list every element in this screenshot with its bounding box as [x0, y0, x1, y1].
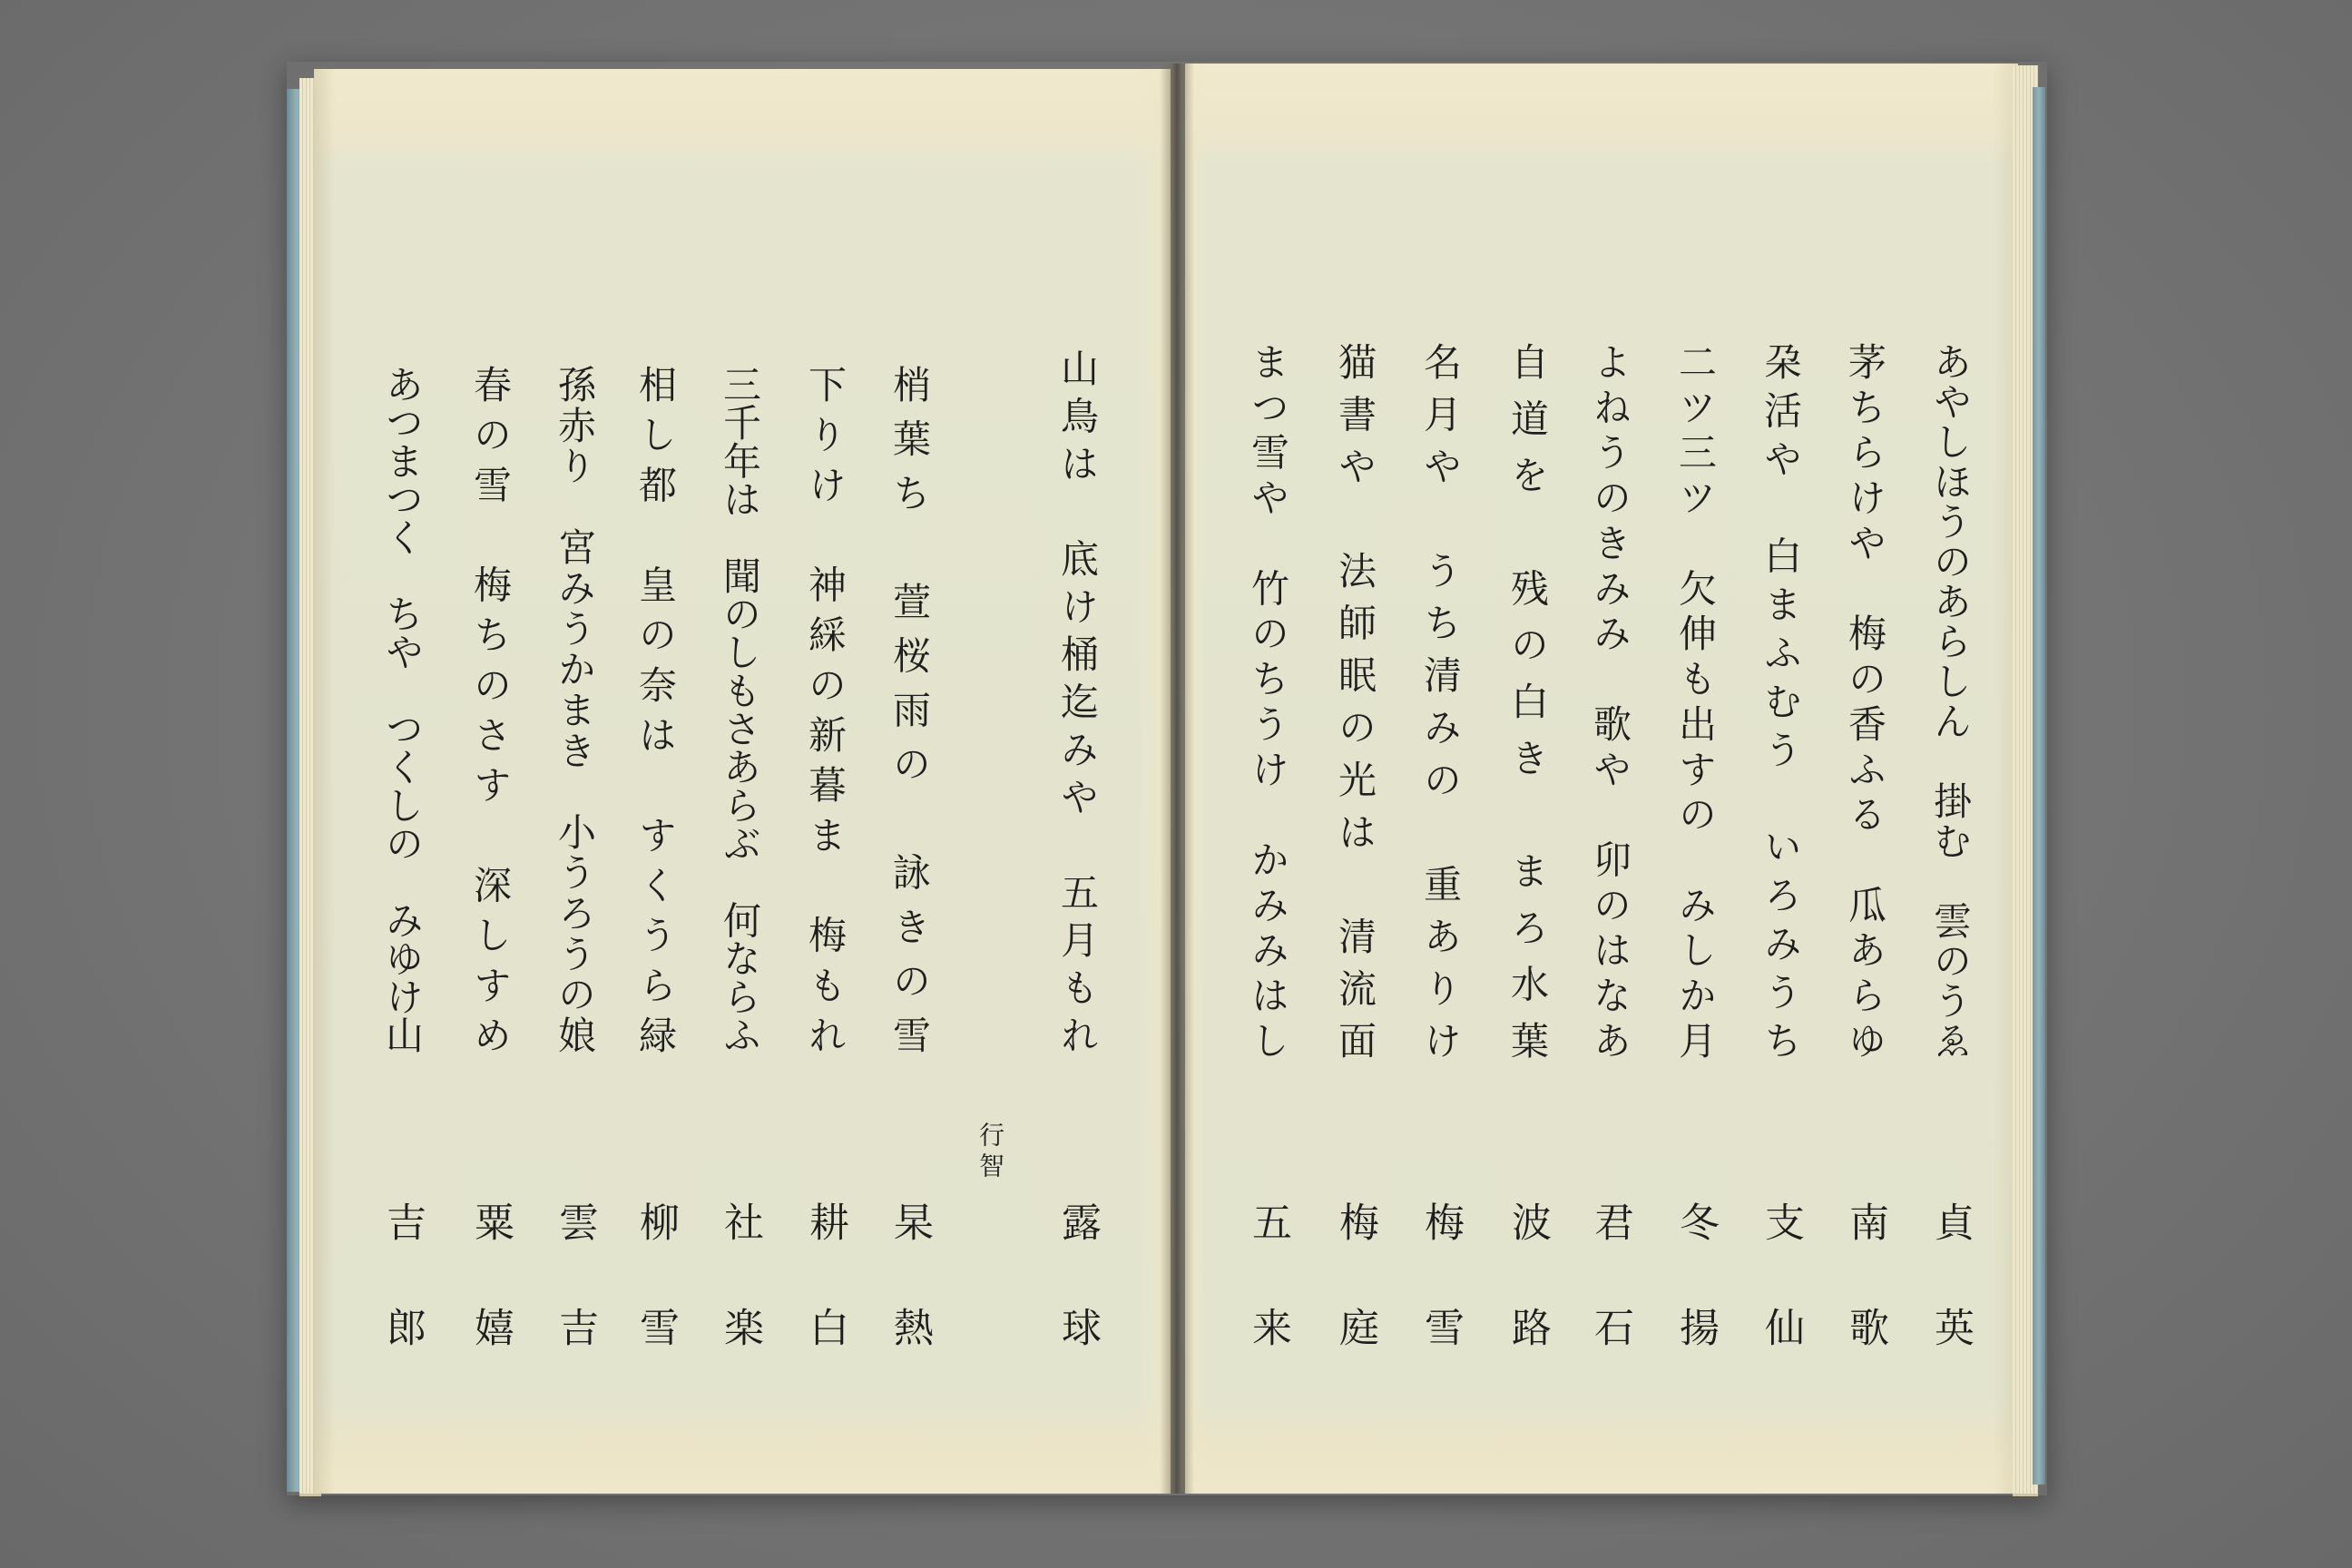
poet-name: 耕白	[802, 1201, 848, 1412]
haiku-verse: 下りけ 神綵の新暮ま 梅もれ	[803, 365, 848, 1054]
poet-name: 梅庭	[1332, 1201, 1378, 1412]
poet-name: 南歌	[1842, 1201, 1888, 1412]
verse-column	[1498, 64, 1556, 1494]
poet-name: 波路	[1504, 1201, 1551, 1412]
haiku-verse: 猫書や 法師眠の光は 清流面	[1333, 342, 1377, 1059]
left-page	[314, 69, 1171, 1494]
poet-name: 支仙	[1758, 1201, 1804, 1412]
poet-name: 梅雪	[1417, 1201, 1464, 1412]
verse-column	[796, 69, 854, 1494]
verse-column	[1921, 64, 1979, 1494]
verse-column	[880, 69, 938, 1494]
verse-column	[1666, 64, 1724, 1494]
verse-column	[373, 69, 431, 1494]
haiku-verse: 春の雪 梅ちのさす 深しすめ	[468, 365, 513, 1054]
verse-column	[710, 69, 769, 1494]
haiku-verse: あつまつく ちや つくしの みゆけ山	[380, 365, 425, 1054]
haiku-verse: まつ雪や 竹のちうけ かみみはし	[1246, 342, 1290, 1059]
haiku-verse: 名月や うち清みの 重ありけ	[1418, 342, 1463, 1059]
right-page	[1185, 64, 2018, 1494]
verse-column	[461, 69, 519, 1494]
haiku-verse: 三千年は 聞のしもさあらぶ 何ならふ	[718, 365, 762, 1054]
poet-name: 雲吉	[552, 1201, 598, 1412]
verse-column	[1048, 69, 1106, 1494]
poet-name: 露球	[1054, 1201, 1101, 1412]
haiku-verse: 山鳥は 底け桶迄みや 五月もれ	[1055, 348, 1100, 1054]
haiku-verse: 自道を 残の白き まろ水葉	[1505, 342, 1550, 1059]
spine-gutter	[1160, 64, 1194, 1494]
verse-column	[1411, 64, 1469, 1494]
verse-column	[1751, 64, 1809, 1494]
verse-column	[1239, 64, 1297, 1494]
poet-name: 柳雪	[632, 1201, 679, 1412]
poet-name: 社楽	[717, 1201, 763, 1412]
haiku-verse: 朶活や 白まふむう いろみうち	[1759, 342, 1803, 1059]
poet-name: 吉郎	[379, 1201, 426, 1412]
side-annotation: 行智	[975, 1122, 1005, 1183]
poet-name: 冬揚	[1672, 1201, 1719, 1412]
haiku-verse: 梢葉ち 萱桜雨の 詠きの雪	[887, 365, 932, 1054]
haiku-verse: よねうのきみみ 歌や 卯のはなあ	[1588, 342, 1632, 1059]
haiku-verse: 孫赤り 宮みうかまき 小うろうの娘	[553, 365, 597, 1054]
verse-column	[626, 69, 684, 1494]
verse-column	[545, 69, 603, 1494]
poet-name: 杲熱	[887, 1201, 933, 1412]
haiku-verse: 相し都 皇の奈は すくうら緑	[633, 365, 678, 1054]
poet-name: 君石	[1587, 1201, 1633, 1412]
poet-name: 五来	[1245, 1201, 1291, 1412]
haiku-verse: 茅ちらけや 梅の香ふる 瓜あらゆ	[1843, 342, 1887, 1059]
verse-column	[1836, 64, 1894, 1494]
haiku-verse: 二ツ三ツ 欠伸も出すの みしか月	[1673, 342, 1718, 1059]
verse-column	[1581, 64, 1639, 1494]
poet-name: 粟嬉	[467, 1201, 514, 1412]
poet-name: 貞英	[1927, 1201, 1974, 1412]
book-cover-edge-right	[2033, 87, 2045, 1485]
haiku-verse: あやしほうのあらしん 掛む 雲のうゑ	[1928, 342, 1973, 1059]
verse-column	[1326, 64, 1384, 1494]
